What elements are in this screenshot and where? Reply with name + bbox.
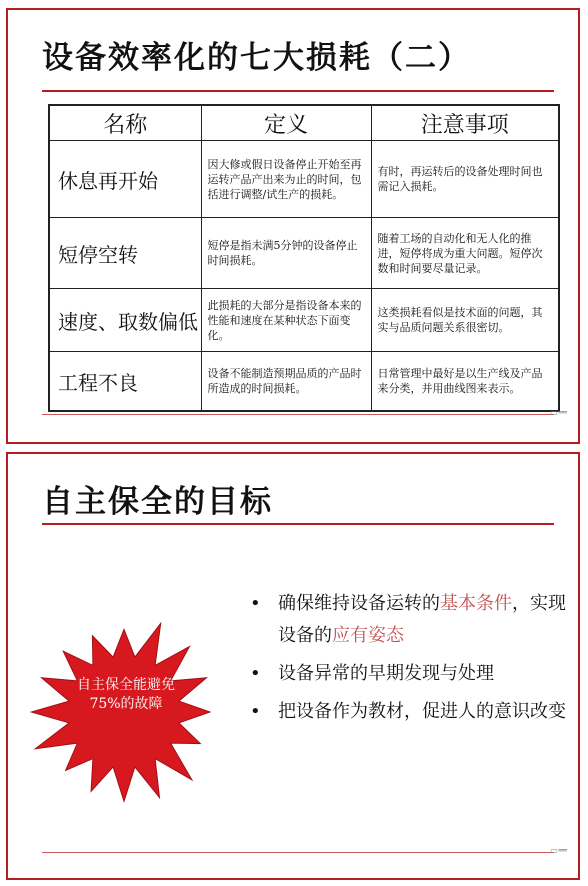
- title-divider: [42, 90, 554, 92]
- loss-note: 这类损耗看似是技术面的问题，其实与品质问题关系很密切。: [371, 289, 559, 352]
- highlight-text: 应有姿态: [332, 625, 404, 646]
- loss-note: 有时，再运转后的设备处理时间也需记入损耗。: [371, 141, 559, 218]
- table-row: [49, 141, 559, 218]
- loss-note: 日常管理中最好是以生产线及产品来分类，并用曲线图来表示。: [371, 352, 559, 412]
- loss-definition: 此损耗的大部分是指设备本来的性能和速度在某种状态下面变化。: [201, 289, 371, 352]
- highlight-text: 基本条件: [440, 593, 512, 614]
- table-row: [49, 218, 559, 289]
- column-header-definition: 定义: [201, 105, 371, 141]
- loss-note: 随着工场的自动化和无人化的推进，短停将成为重大问题。短停次数和时间要尽量记录。: [371, 218, 559, 289]
- goal-list: [246, 588, 566, 734]
- slide-autonomous-maintenance: [6, 452, 580, 880]
- column-header-name: 名称: [49, 105, 201, 141]
- bullet-text: 确保维持设备运转的: [278, 593, 440, 614]
- slide-seven-losses: [6, 8, 580, 444]
- slide-title: 自主保全的目标: [42, 484, 273, 520]
- loss-name: 休息再开始: [49, 141, 201, 218]
- footer-divider: [42, 852, 554, 853]
- title-divider: [42, 523, 554, 525]
- list-item: [246, 658, 566, 690]
- loss-name: 速度、取数偏低: [49, 289, 201, 352]
- loss-name: 短停空转: [49, 218, 201, 289]
- table-row: [49, 289, 559, 352]
- corner-decoration: ▭ ══: [550, 846, 566, 855]
- bullet-text: 设备异常的早期发现与处理: [278, 663, 494, 684]
- loss-definition: 短停是指未满5分钟的设备停止时间损耗。: [201, 218, 371, 289]
- bullet-text: ，实现设备的: [278, 593, 566, 646]
- bullet-icon: •: [250, 663, 261, 684]
- list-item: [246, 588, 566, 652]
- table-header-row: [49, 105, 559, 141]
- column-header-note: 注意事项: [371, 105, 559, 141]
- table-row: [49, 352, 559, 412]
- loss-name: 工程不良: [49, 352, 201, 412]
- starburst-text: 自主保全能避免75%的故障: [77, 677, 175, 712]
- bullet-icon: •: [250, 701, 261, 722]
- loss-definition: 设备不能制造预期品质的产品时所造成的时间损耗。: [201, 352, 371, 412]
- list-item: [246, 696, 566, 728]
- bullet-icon: •: [250, 593, 261, 614]
- bullet-text: 把设备作为教材，促进人的意识改变: [278, 701, 566, 722]
- loss-definition: 因大修或假日设备停止开始至再运转产品产出来为止的时间，包括进行调整/试生产的损耗。: [201, 141, 371, 218]
- slide-title: 设备效率化的七大损耗（二）: [42, 40, 471, 76]
- footer-divider: [42, 414, 554, 415]
- corner-decoration: ▭ ══: [550, 408, 566, 417]
- loss-table: [48, 104, 560, 412]
